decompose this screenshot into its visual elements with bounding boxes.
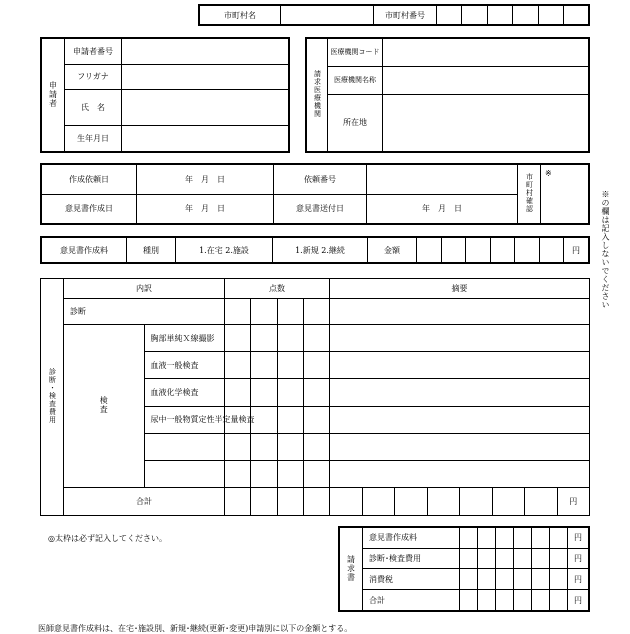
fee-amount-digit[interactable] [539, 237, 564, 263]
points-digit[interactable] [225, 487, 251, 515]
billing-digit[interactable] [478, 590, 496, 611]
test-item: 尿中一般物質定性半定量検査 [144, 406, 225, 433]
send-date-label: 意見書送付日 [274, 194, 367, 224]
total-digit[interactable] [395, 487, 428, 515]
test-item: 血液一般検査 [144, 352, 225, 379]
billing-digit[interactable] [496, 548, 514, 569]
fee-amount-label: 金額 [368, 237, 417, 263]
billing-digit[interactable] [550, 569, 568, 590]
points-digit[interactable] [303, 299, 329, 325]
points-digit[interactable] [225, 433, 251, 460]
summary-field[interactable] [330, 460, 590, 487]
points-digit[interactable] [251, 352, 277, 379]
test-item: 血液化学検査 [144, 379, 225, 406]
municipality-name-field[interactable] [281, 5, 374, 25]
billing-yen: 円 [568, 590, 590, 611]
summary-field[interactable] [330, 352, 590, 379]
side-note: ※の欄は記入しないでください [601, 190, 610, 309]
points-digit[interactable] [277, 406, 303, 433]
billing-digit[interactable] [478, 527, 496, 548]
furigana-field[interactable] [122, 64, 290, 89]
fee-amount-digit[interactable] [441, 237, 466, 263]
institution-name-field[interactable] [383, 67, 590, 94]
municipality-number-label: 市町村番号 [374, 5, 437, 25]
summary-field[interactable] [330, 379, 590, 406]
billing-digit[interactable] [550, 527, 568, 548]
points-digit[interactable] [303, 487, 329, 515]
municipality-confirm-field: ※ [541, 164, 590, 224]
billing-row-label: 合計 [363, 590, 460, 611]
billing-digit[interactable] [532, 548, 550, 569]
fee-amount-digit[interactable] [490, 237, 515, 263]
total-digit[interactable] [492, 487, 525, 515]
billing-digit[interactable] [496, 527, 514, 548]
institution-address-field[interactable] [383, 94, 590, 152]
points-digit[interactable] [277, 379, 303, 406]
points-digit[interactable] [225, 379, 251, 406]
billing-digit[interactable] [514, 527, 532, 548]
billing-digit[interactable] [460, 569, 478, 590]
billing-digit[interactable] [514, 548, 532, 569]
points-digit[interactable] [225, 352, 251, 379]
billing-digit[interactable] [478, 548, 496, 569]
billing-digit[interactable] [478, 569, 496, 590]
applicant-number-label: 申請者番号 [65, 38, 122, 64]
fee-type-label: 種別 [127, 237, 176, 263]
fee-yen: 円 [564, 237, 590, 263]
diagnosis-label: 診断 [64, 299, 225, 325]
institution-code-label: 医療機関コード [328, 38, 383, 67]
request-number-label: 依頼番号 [274, 164, 367, 194]
institution-address-label: 所在地 [328, 94, 383, 152]
furigana-label: フリガナ [65, 64, 122, 89]
billing-digit[interactable] [496, 590, 514, 611]
summary-field[interactable] [330, 433, 590, 460]
request-date-label: 作成依頼日 [41, 164, 137, 194]
billing-row-label: 診断･検査費用 [363, 548, 460, 569]
total-digit[interactable] [460, 487, 493, 515]
billing-digit[interactable] [550, 590, 568, 611]
points-digit[interactable] [303, 379, 329, 406]
applicant-number-field[interactable] [122, 38, 290, 64]
billing-row-label: 意見書作成料 [363, 527, 460, 548]
municipality-number-digit[interactable] [487, 5, 512, 25]
fee-row [40, 236, 590, 264]
billing-digit[interactable] [514, 569, 532, 590]
birthdate-field[interactable] [122, 126, 290, 152]
billing-digit[interactable] [496, 569, 514, 590]
billing-digit[interactable] [514, 590, 532, 611]
points-digit[interactable] [303, 325, 329, 352]
points-digit[interactable] [225, 299, 251, 325]
summary-field[interactable] [330, 406, 590, 433]
points-digit[interactable] [251, 460, 277, 487]
points-digit[interactable] [251, 433, 277, 460]
billing-yen: 円 [568, 569, 590, 590]
municipality-number-digit[interactable] [513, 5, 538, 25]
municipality-number-digit[interactable] [564, 5, 589, 25]
exam-header-item: 内訳 [64, 279, 225, 299]
exam-cost-block [40, 278, 590, 516]
footer-text: 医師意見書作成料は、在宅･施設別、新規･継続(更新･変更)申請別に以下の金額とする。 [38, 624, 353, 633]
points-digit[interactable] [303, 406, 329, 433]
points-digit[interactable] [225, 325, 251, 352]
exam-header-summary: 摘要 [330, 279, 590, 299]
points-digit[interactable] [303, 433, 329, 460]
billing-row-label: 消費税 [363, 569, 460, 590]
fee-status-options[interactable]: 1.新規 2.継続 [273, 237, 368, 263]
test-item[interactable] [144, 433, 225, 460]
points-digit[interactable] [303, 352, 329, 379]
points-digit[interactable] [277, 299, 303, 325]
test-item[interactable] [144, 460, 225, 487]
opinion-date-label: 意見書作成日 [41, 194, 137, 224]
request-info-block [40, 163, 590, 225]
points-digit[interactable] [277, 460, 303, 487]
billing-yen: 円 [568, 527, 590, 548]
points-digit[interactable] [251, 379, 277, 406]
total-digit[interactable] [362, 487, 395, 515]
points-digit[interactable] [251, 325, 277, 352]
billing-digit[interactable] [550, 548, 568, 569]
fee-amount-digit[interactable] [466, 237, 491, 263]
municipality-name-label: 市町村名 [199, 5, 281, 25]
points-digit[interactable] [277, 325, 303, 352]
municipality-number-digit[interactable] [437, 5, 462, 25]
points-digit[interactable] [303, 460, 329, 487]
birthdate-label: 生年月日 [65, 126, 122, 152]
total-digit[interactable] [525, 487, 558, 515]
municipality-confirm-label: 市町村確認 [518, 164, 541, 224]
name-label: 氏 名 [65, 90, 122, 126]
billing-digit[interactable] [532, 590, 550, 611]
fee-label: 意見書作成料 [41, 237, 127, 263]
notice-text: ◎太枠は必ず記入してください。 [48, 534, 167, 543]
institution-name-label: 医療機関名称 [328, 67, 383, 94]
billing-block [338, 526, 590, 612]
applicant-block [40, 37, 290, 153]
exam-section-label: 診断・検査費用 [41, 279, 64, 516]
summary-field[interactable] [330, 487, 363, 515]
test-label: 検査 [64, 325, 145, 488]
institution-code-field[interactable] [383, 38, 590, 67]
billing-digit[interactable] [532, 527, 550, 548]
fee-amount-digit[interactable] [417, 237, 442, 263]
summary-field[interactable] [330, 299, 590, 325]
test-item: 胸部単純Ｘ線撮影 [144, 325, 225, 352]
billing-digit[interactable] [460, 548, 478, 569]
opinion-date-field[interactable]: 年 月 日 [137, 194, 274, 224]
points-digit[interactable] [251, 406, 277, 433]
points-digit[interactable] [225, 460, 251, 487]
fee-amount-digit[interactable] [515, 237, 540, 263]
exam-total-label: 合計 [64, 487, 225, 515]
name-field[interactable] [122, 90, 290, 126]
billing-digit[interactable] [532, 569, 550, 590]
exam-header-points: 点数 [225, 279, 330, 299]
municipality-number-digit[interactable] [462, 5, 487, 25]
points-digit[interactable] [277, 487, 303, 515]
billing-digit[interactable] [460, 527, 478, 548]
institution-section-label: 請求医療機関 [306, 38, 328, 152]
billing-digit[interactable] [460, 590, 478, 611]
points-digit[interactable] [251, 487, 277, 515]
billing-section-label: 請求書 [339, 527, 363, 611]
municipality-bar [198, 4, 590, 26]
institution-block [305, 37, 590, 153]
municipality-number-digit[interactable] [538, 5, 563, 25]
total-digit[interactable] [427, 487, 460, 515]
request-date-field[interactable]: 年 月 日 [137, 164, 274, 194]
exam-total-yen: 円 [557, 487, 590, 515]
points-digit[interactable] [251, 299, 277, 325]
points-digit[interactable] [277, 433, 303, 460]
points-digit[interactable] [277, 352, 303, 379]
send-date-field[interactable]: 年 月 日 [367, 194, 518, 224]
summary-field[interactable] [330, 325, 590, 352]
applicant-section-label: 申請者 [41, 38, 65, 152]
request-number-field[interactable] [367, 164, 518, 194]
fee-type-options[interactable]: 1.在宅 2.施設 [176, 237, 273, 263]
billing-yen: 円 [568, 548, 590, 569]
